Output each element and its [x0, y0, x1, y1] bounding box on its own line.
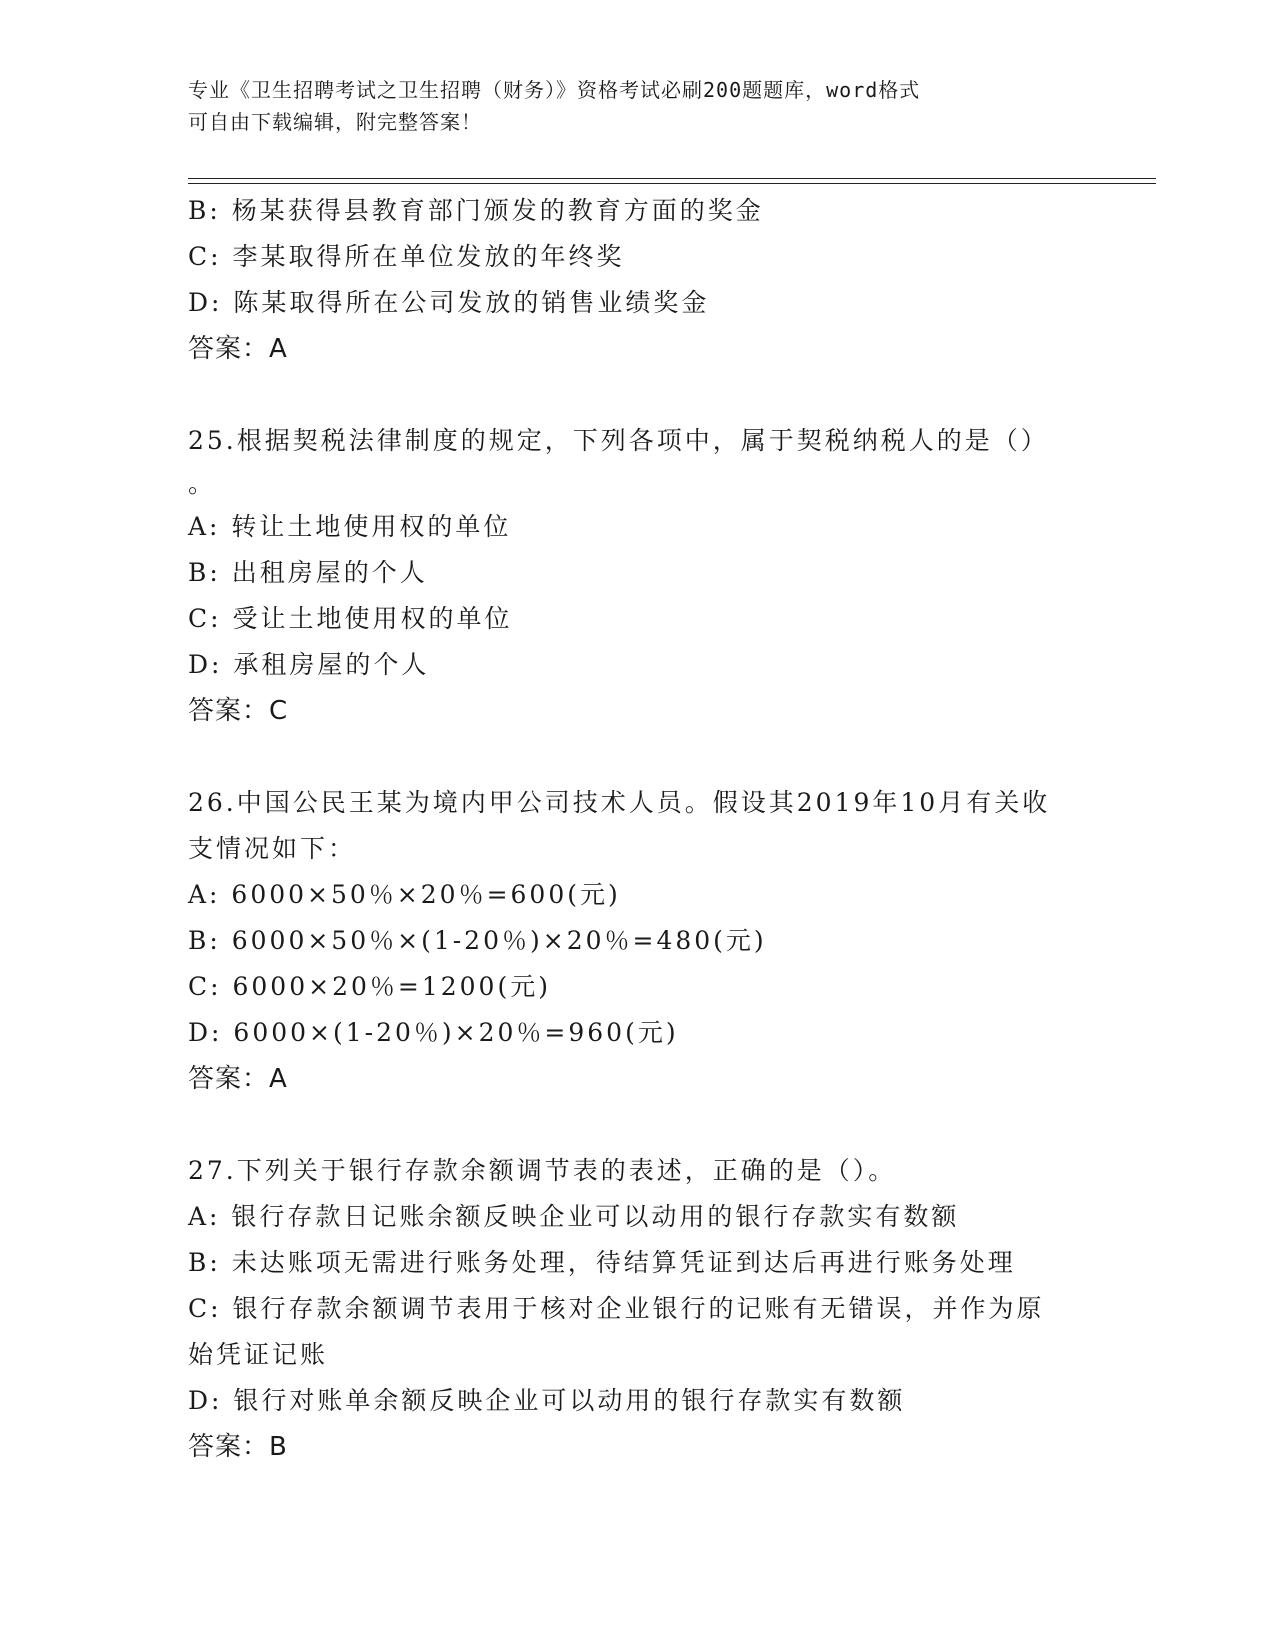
option-c: C: 受让土地使用权的单位: [188, 604, 513, 633]
option-b: B: 6000×50％×(1-20％)×20％=480(元): [188, 926, 767, 955]
answer: 答案：A: [188, 1064, 288, 1094]
option-a: A: 转让土地使用权的单位: [188, 512, 512, 541]
option-b: B: 未达账项无需进行账务处理，待结算凭证到达后再进行账务处理: [188, 1248, 1016, 1277]
option-a: A: 银行存款日记账余额反映企业可以动用的银行存款实有数额: [188, 1202, 960, 1231]
question-stem: 27.下列关于银行存款余额调节表的表述，正确的是（）。: [188, 1156, 897, 1185]
answer: 答案：A: [188, 334, 288, 364]
continued-question: [188, 188, 1088, 372]
option-c: C: 银行存款余额调节表用于核对企业银行的记账有无错误，并作为原: [188, 1294, 1045, 1323]
question-stem: 26.中国公民王某为境内甲公司技术人员。假设其2019年10月有关收: [188, 788, 1051, 817]
question-stem-continued: 。: [188, 469, 217, 498]
option-c: C: 6000×20％=1200(元): [188, 972, 551, 1001]
option-d: D: 6000×(1-20％)×20％=960(元): [188, 1018, 679, 1047]
question-25: [188, 418, 1088, 734]
answer: 答案：B: [188, 1432, 288, 1462]
option-d: D: 承租房屋的个人: [188, 650, 430, 679]
option-c: C: 李某取得所在单位发放的年终奖: [188, 242, 625, 271]
question-stem: 25.根据契税法律制度的规定，下列各项中，属于契税纳税人的是（）: [188, 426, 1049, 455]
option-b: B: 出租房屋的个人: [188, 558, 428, 587]
option-c-continued: 始凭证记账: [188, 1340, 329, 1369]
question-27: [188, 1148, 1088, 1470]
answer: 答案：C: [188, 696, 289, 726]
header-title-line-2: 可自由下载编辑，附完整答案！: [188, 110, 482, 134]
option-d: D: 陈某取得所在公司发放的销售业绩奖金: [188, 288, 710, 317]
question-26: [188, 780, 1088, 1102]
option-b: B: 杨某获得县教育部门颁发的教育方面的奖金: [188, 196, 764, 225]
header-double-rule: [188, 178, 1156, 184]
question-stem-continued: 支情况如下：: [188, 834, 357, 863]
question-content: [188, 188, 1088, 1470]
option-a: A: 6000×50％×20％=600(元): [188, 880, 621, 909]
document-header: [188, 74, 1088, 138]
option-d: D: 银行对账单余额反映企业可以动用的银行存款实有数额: [188, 1386, 906, 1415]
header-title-line-1: 专业《卫生招聘考试之卫生招聘（财务）》资格考试必刷200题题库，word格式: [188, 78, 921, 102]
